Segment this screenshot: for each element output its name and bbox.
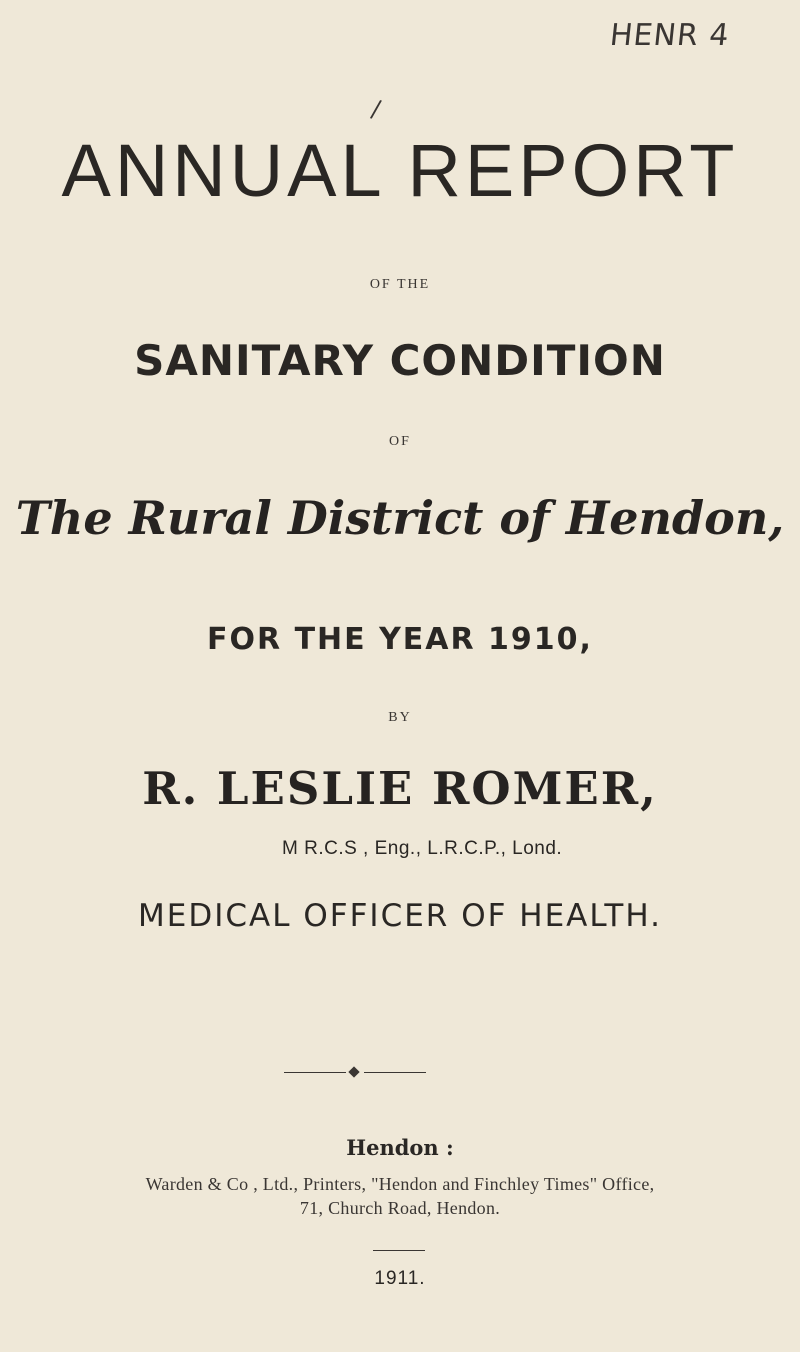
handwritten-tick-mark: / [369, 94, 383, 124]
report-title: ANNUAL REPORT [61, 129, 739, 212]
of-the-label: OF THE [369, 277, 431, 292]
divider-line-left [284, 1072, 346, 1073]
divider-line-right [364, 1072, 426, 1073]
imprint-year: 1911. [374, 1268, 426, 1289]
printer-line-1: Warden & Co , Ltd., Printers, "Hendon and Finchley Times" Office, [145, 1174, 655, 1194]
imprint-place: Hendon : [346, 1135, 454, 1160]
printer-line-2: 71, Church Road, Hendon. [299, 1198, 501, 1218]
by-label: BY [388, 710, 412, 725]
district-name: The Rural District of Hendon, [15, 491, 785, 545]
handwritten-shelfmark: HENR 4 [608, 18, 732, 53]
ornament-divider [284, 1067, 426, 1079]
report-year: FOR THE YEAR 1910, [207, 622, 593, 657]
report-subject: SANITARY CONDITION [134, 336, 666, 385]
of-label: OF [389, 434, 411, 449]
short-rule [373, 1250, 425, 1251]
diamond-icon [348, 1066, 359, 1077]
author-office: MEDICAL OFFICER OF HEALTH. [138, 898, 662, 934]
author-name: R. LESLIE ROMER, [142, 762, 658, 815]
author-qualifications: M R.C.S , Eng., L.R.C.P., Lond. [282, 838, 563, 859]
